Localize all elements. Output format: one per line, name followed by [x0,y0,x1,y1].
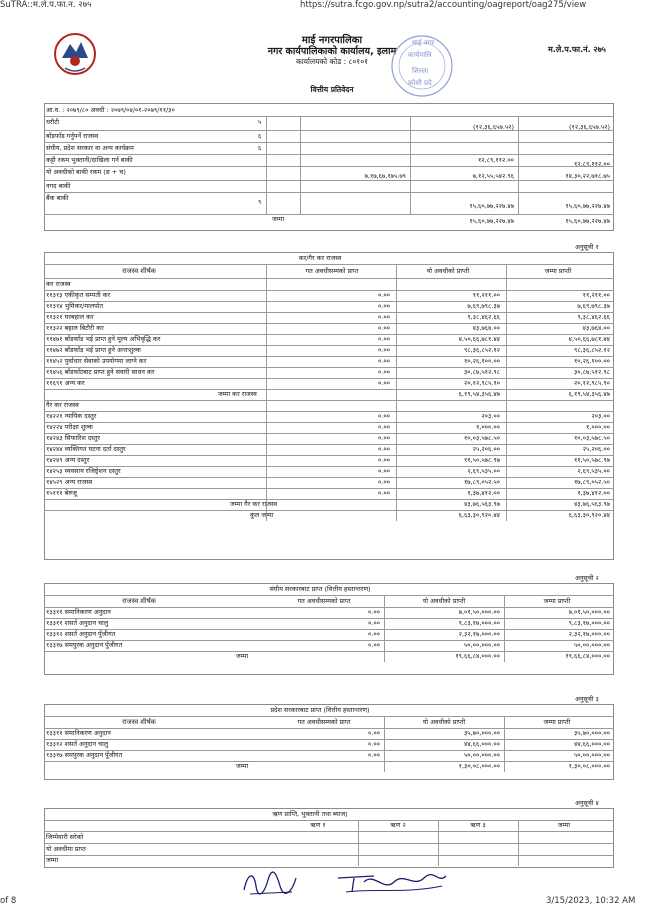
annex2-row-this: २,३२,१७,०००.०० [458,630,500,638]
annex1-row-label: ११४५२ पुर्वाधार सेवाको उपयोगमा लाग्ने कर [46,357,147,365]
summary-row-col2: ७,१२,५५,५४२.९६ [472,172,514,180]
annex1-tax-total-label: जम्मा कर राजस्व [218,390,257,398]
annex2-row-prev: ०.०० [367,619,380,627]
annex1-row-this: २५,२०६.०० [472,445,500,453]
summary-row-note: ९ [258,198,262,206]
annex2-total-this: १९,६६,८४,०००.०० [455,652,500,660]
annex4-col: जम्मा [557,821,571,829]
annex1-row-prev: ०.०० [377,335,390,343]
annex1-grand-total: ६,६३,३०,९२०.४४ [458,511,500,519]
annex2-row-label: १३३१२ शसर्त अनुदान पुँजीगत [46,630,116,638]
annex4-col: ऋण २ [390,821,406,829]
annex2-col-head: राजस्व शीर्षक [122,597,156,605]
annex1-row-this: ११,५०,५७८.९७ [463,456,500,464]
annex1-row-this: ११,२११.०० [472,291,500,299]
annex2-row-this: ९,८३,१७,०००.०० [458,619,500,627]
annex3-label: अनुसूची ३ [575,695,599,703]
annex1-row-label: १४२५३ व्यवसाय रजिष्ट्रेशन दस्तुर [46,467,121,475]
annex3-total-label: जम्मा [236,762,249,770]
signature-2 [334,868,454,898]
annex1-row-this: ९८,३६,८५२.१२ [463,346,500,354]
annex4-row-label: जम्मा [46,856,59,864]
summary-row-col3: (१२,३६,६५७.५२) [569,123,610,131]
annex1-tax-total: ६,१९,५४,३५६.४७ [458,390,500,398]
annex2-row-label: १३३११ शसर्त अनुदान चालु [46,619,109,627]
annex1-row-total: ४,५०,६६,७८१.४४ [568,335,610,343]
print-header-url: https://sutra.fcgo.gov.np/sutra2/accounting/oagreport/oag275/view [300,0,587,10]
annex1-tax-label: कर राजस्व [46,280,71,288]
annex1-row-this: ७,६९,७९८.३७ [467,302,500,310]
annex1-row-this: २,६९,५३५.०० [467,467,500,475]
annex2-col-prev: गत अवधीसम्मको प्राप्त [297,597,351,605]
annex1-row-total: १,३७,४१२.०० [577,489,610,497]
annex1-row-prev: ०.०० [377,434,390,442]
annex2-row-prev: ०.०० [367,608,380,616]
annex2-row-this: ५०,००,०००.०० [463,641,500,649]
annex1-row-prev: ०.०० [377,478,390,486]
annex1-row-prev: ०.०० [377,456,390,464]
summary-row-col3: १४,३०,२२,७१८.७५ [565,172,610,180]
annex3-row-prev: ०.०० [367,729,380,737]
annex2-row-total: ७,०१,५०,०००.०० [568,608,610,616]
annex2-row-total: ९,८३,१७,०००.०० [568,619,610,627]
annex1-row-this: १०,०३,५७८.५० [463,434,500,442]
annex1-row-this: २०,१२,९८५.९० [463,379,500,387]
summary-row-col2: १२,८९,११२.०० [477,156,514,164]
annex2-row-label: १३३१७ समपुरक अनुदान पुँजीगत [46,641,123,649]
annex2-total-label: जम्मा [236,652,249,660]
annex1-col-prev: गत अवधीसम्मको प्राप्त [305,267,359,275]
summary-row-label: कट्टी रकम भुक्तानी/दाखिला गर्न बाकी [46,156,133,164]
annex1-row-total: ९८,३६,८५२.१२ [573,346,610,354]
print-header-left: SuTRA::म.ले.प.फा.न. २७५ [0,0,92,10]
annex1-row-label: १४२४३ सिफारिश दस्तुर [46,434,100,442]
annex1-row-this: ४,५०,६६,७८१.४४ [458,335,500,343]
municipality-title: माई नगरपालिका [301,35,363,46]
summary-total-label: जम्मा [272,215,285,223]
annex1-row-label: ११३२१ घरबहाल कर [46,313,94,321]
annex1-row-total: १,०००.०० [585,423,610,431]
summary-row-note: ६ [258,132,262,140]
annex1-row-prev: ०.०० [377,324,390,332]
annex1-row-label: १४५२९ अन्य राजस्व [46,478,93,486]
annex1-row-label: ११३१३ एकीकृत सम्पती कर [46,291,111,299]
annex1-nontax-total: ४३,७६,५६३.९७ [463,500,500,508]
annex1-row-prev: ०.०० [377,357,390,365]
annex4-row-label: जिम्मेवारी सरेको [46,833,84,841]
page-number: of 8 [0,896,17,906]
annex1-row-label: ११४५६ बाँडफाँटबाट प्राप्त हुने सवारी साधन कर [46,368,155,376]
annex1-row-total: १०,२६,१००.०० [573,357,610,365]
annex1-row-prev: ०.०० [377,291,390,299]
annex1-nontax-label: गैर कर राजस्व [46,401,79,409]
summary-row-label: नगद बाकी [46,182,71,190]
stamp-text-2: कार्यपालि [408,51,432,59]
annex3-section-title: प्रदेश सरकारबाट प्राप्त (वित्तीय हस्तान्तरण) [270,706,370,714]
summary-row-label: बैंक बाकी [46,194,69,202]
stamp-text-1: माई नगर [412,39,435,47]
annex1-row-label: १५१११ बेरुजू [46,489,77,497]
annex3-col-head: राजस्व शीर्षक [122,718,156,726]
annex1-row-prev: ०.०० [377,412,390,420]
annex3-row-prev: ०.०० [367,740,380,748]
office-code: कार्यालयको कोड : ८०१०१ [295,57,369,66]
annex1-row-prev: ०.०० [377,467,390,475]
stamp-text-3: शिल्ला [412,67,429,75]
annex1-row-total: २०३.०० [591,412,610,420]
annex2-row-total: ५०,००,०००.०० [573,641,610,649]
summary-row-note: ५ [258,118,262,126]
annex1-row-label: १४२४९ अन्य दस्तुर [46,456,90,464]
annex3-col-prev: गत अवधीसम्मको प्राप्त [297,718,351,726]
annex3-row-total: ५०,००,०००.०० [573,751,610,759]
annex1-row-total: २०,१२,९८५.९० [573,379,610,387]
annex1-row-label: ११३१४ भुमिकर/मालपोत [46,302,104,310]
annex4-col: ऋण ३ [470,821,486,829]
annex1-row-label: १४२२४ परीक्षा शुल्क [46,423,93,431]
annex1-col-total: जम्मा प्राप्ती [544,267,572,275]
annex2-row-prev: ०.०० [367,641,380,649]
annex1-row-total: ११,२११.०० [582,291,610,299]
annex3-row-this: ५०,००,०००.०० [463,751,500,759]
annex1-grand-total-sum: ६,६३,३०,९२०.४४ [568,511,610,519]
summary-row-label: बाँडफाँड गर्नुपर्ने राजस्व [46,132,99,140]
annex1-row-label: १४२२१ न्यायिक दस्तुर [46,412,97,420]
print-datetime: 3/15/2023, 10:32 AM [546,896,636,906]
annex2-label: अनुसूची २ [575,574,599,582]
annex1-nontax-total-sum: ४३,७६,५६३.९७ [573,500,610,508]
annex4-label: अनुसूची ४ [575,799,599,807]
annex2-row-this: ७,०१,५०,०००.०० [458,608,500,616]
annex1-row-total: ११,५०,५७८.९७ [573,456,610,464]
annex2-col-this: यो अवधीको प्राप्ती [422,597,466,605]
summary-total-col2: १५,६०,७७,२२७.४७ [469,217,514,225]
annex2-row-prev: ०.०० [367,630,380,638]
annex1-col-this: यो अवधीको प्राप्ती [426,267,470,275]
annex2-col-total: जम्मा प्राप्ती [543,597,571,605]
annex1-row-prev: ०.०० [377,379,390,387]
annex1-row-label: ११६९१ अन्य कर [46,379,85,387]
form-number: म.ले.प.फा.नं. २७५ [548,45,606,54]
annex1-row-this: १०,२६,१००.०० [463,357,500,365]
annex1-row-this: १,३७,४१२.०० [467,489,500,497]
summary-row-col2: १५,६०,७७,२२७.४७ [469,202,514,210]
summary-row-col1: ७,१७,६७,१७५.७९ [364,172,406,180]
summary-row-note: ६ [258,144,262,152]
annex1-row-total: ७,६९,७९८.३७ [577,302,610,310]
annex3-row-label: १३३१७ समपुरक अनुदान पुँजीगत [46,751,123,759]
annex2-total-total: १९,६६,८४,०००.०० [565,652,610,660]
stamp-text-4: कोशी प्रदे [408,79,432,87]
summary-row-label: यो अवधीको बाकी रकम (ङ + च) [46,168,126,176]
signature-1 [240,866,300,900]
annex3-row-total: ३५,७०,०००.०० [573,729,610,737]
annex1-row-prev: ०.०० [377,346,390,354]
annex1-row-this: १७,८९,०५२.५० [463,478,500,486]
annex1-row-this: १,०००.०० [475,423,500,431]
annex4-section-title: ऋण प्राप्ति, भुक्तानी तथा ब्याज) [272,810,348,818]
annex1-row-total: २५,२०६.०० [582,445,610,453]
annex1-row-label: ११४७१ बाँडफाँड भई प्राप्त हुने मूल्य अभिवृद्धि कर [46,335,161,343]
summary-total-col3: १५,६०,७७,२२७.४७ [565,217,610,225]
annex1-col-head: राजस्व शीर्षक [122,267,156,275]
annex1-row-total: २,६९,५३५.०० [577,467,610,475]
office-title: नगर कार्यपालिकाको कार्यालय, इलाम [267,46,397,57]
annex3-row-this: ३५,७०,०००.०० [463,729,500,737]
annex4-col: ऋण १ [310,821,326,829]
annex1-row-total: १०,०३,५७८.५० [573,434,610,442]
annex1-row-total: ९,३८,४६२.६६ [577,313,610,321]
annex1-row-this: ४३,७६४.०० [472,324,500,332]
summary-row-col2: (१२,३६,६५७.५२) [473,123,514,131]
annex1-tax-total-sum: ६,१९,५४,३५६.४७ [568,390,610,398]
annex3-row-total: ४४,६६,०००.०० [573,740,610,748]
annex1-row-prev: ०.०० [377,445,390,453]
annex2-section-title: संघीय सरकारबाट प्राप्त (वित्तीय हस्तान्तरण) [269,585,371,593]
annex1-label: अनुसूची १ [575,243,599,251]
period-label: आ.व. : २०७९/८० अवधी : २०७९/०४/०१-२०७९/११/३० [46,106,175,114]
annex1-row-prev: ०.०० [377,368,390,376]
annex3-total-total: १,३०,०८,०००.०० [568,762,610,770]
annex1-row-total: ४३,७६४.०० [582,324,610,332]
annex1-row-this: २०३.०० [481,412,500,420]
annex3-row-prev: ०.०० [367,751,380,759]
annex2-row-total: २,३२,१७,०००.०० [568,630,610,638]
annex1-row-prev: ०.०० [377,313,390,321]
annex1-row-total: ३०,८७,५१२.९८ [573,368,610,376]
annex1-row-prev: ०.०० [377,489,390,497]
annex3-col-total: जम्मा प्राप्ती [543,718,571,726]
annex3-row-label: १३३१२ शसर्त अनुदान चालु [46,740,109,748]
report-name: वित्तीय प्रतिवेदन [310,85,354,94]
annex1-row-label: ११३२२ बहाल बिटौरी कर [46,324,104,332]
annex4-row-label: यो अवधीमा प्राप्त [46,845,86,853]
annex1-row-prev: ०.०० [377,423,390,431]
annex1-grand-label: कुल जम्मा [250,511,274,519]
office-stamp [372,28,472,104]
annex3-row-label: १३३११ समानिकरण अनुदान [46,729,111,737]
annex1-row-label: ११४७२ बाँडफाँड भई प्राप्त हुने अन्तःशुल्क [46,346,141,354]
annex1-section-title: कर/गैर कर राजस्व [298,254,342,262]
annex1-row-label: १४२४४ व्यक्तिगत घटना दर्ता दस्तुर [46,445,126,453]
summary-row-col3: १२,८९,११२.०० [573,160,610,168]
summary-row-label: धरौटी [46,118,60,126]
annex1-nontax-total-label: जम्मा गैर कर राजस्व [230,500,278,508]
annex3-total-this: १,३०,०८,०००.०० [458,762,500,770]
annex3-row-this: ४४,६६,०००.०० [463,740,500,748]
annex1-row-this: ३०,८७,५१२.९८ [463,368,500,376]
summary-row-label: संघीय, प्रदेश सरकार वा अन्य कार्यक्रम [46,144,134,152]
annex1-row-prev: ०.०० [377,302,390,310]
summary-row-col3: १५,६०,७७,२२७.४७ [565,202,610,210]
annex1-row-this: ९,३८,४६२.६६ [467,313,500,321]
annex2-row-label: १३३११ समानिकरण अनुदान [46,608,111,616]
annex1-row-total: १७,८९,०५२.५० [573,478,610,486]
annex3-col-this: यो अवधीको प्राप्ती [422,718,466,726]
